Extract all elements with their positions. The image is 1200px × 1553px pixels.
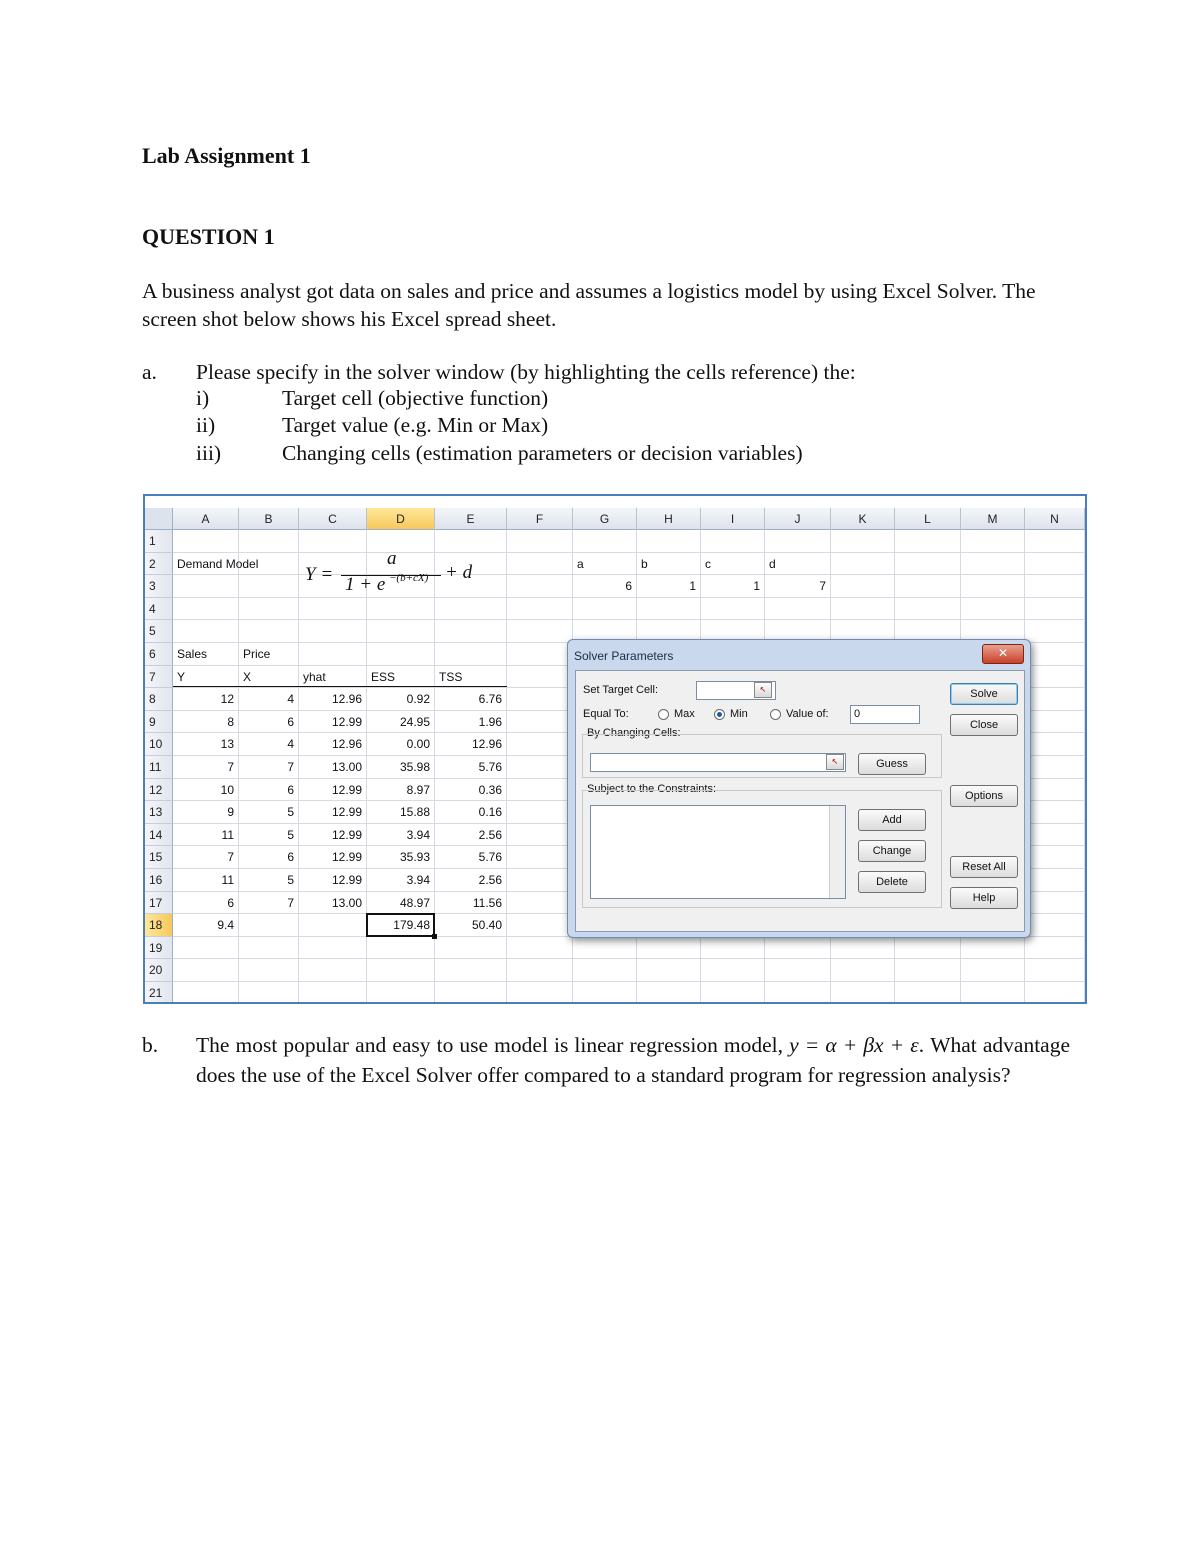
data-cell[interactable]: 6 — [287, 850, 294, 865]
item-text: Target value (e.g. Min or Max) — [282, 413, 549, 437]
row-header-20[interactable]: 20 — [145, 959, 173, 982]
item-number: ii) — [196, 413, 216, 437]
data-cell[interactable]: 5 — [287, 827, 294, 842]
row-header-9[interactable]: 9 — [145, 711, 173, 734]
data-cell[interactable]: 0.36 — [478, 782, 502, 797]
data-cell[interactable]: 12.99 — [331, 850, 362, 865]
column-header-f[interactable]: F — [507, 508, 573, 530]
data-cell[interactable]: 5.76 — [478, 850, 502, 865]
param-label-a[interactable]: a — [577, 556, 584, 571]
row-header-16[interactable]: 16 — [145, 869, 173, 892]
max-label: Max — [674, 708, 695, 720]
part-b-text-after: . What advantage does the use of the Excel Solver offer compared to a standard program for regression analysis? — [196, 1033, 1071, 1087]
data-cell[interactable]: 12.96 — [331, 692, 362, 707]
data-cell[interactable]: 6 — [287, 782, 294, 797]
formula-exponent: −(b+cX) — [389, 572, 429, 584]
solver-parameters-dialog — [567, 639, 1031, 938]
data-cell[interactable]: 5.76 — [478, 760, 502, 774]
column-header-m[interactable]: M — [961, 508, 1025, 530]
param-value-c[interactable]: 1 — [753, 579, 760, 594]
item-text: Changing cells (estimation parameters or decision variables) — [282, 441, 803, 465]
data-cell[interactable]: 13 — [220, 737, 234, 752]
page-title: Lab Assignment 1 — [142, 143, 311, 168]
header-price[interactable]: Price — [243, 647, 271, 661]
item-number: i) — [196, 386, 210, 410]
data-cell[interactable]: 1.96 — [478, 714, 502, 729]
data-cell[interactable]: 11 — [221, 827, 234, 842]
data-cell[interactable]: 48.97 — [399, 895, 430, 910]
selected-cell-d18[interactable] — [366, 913, 435, 937]
data-cell[interactable]: 7 — [287, 895, 294, 910]
header-tss[interactable]: TSS — [439, 669, 463, 684]
data-cell[interactable]: 5 — [287, 805, 294, 820]
column-header-h[interactable]: H — [637, 508, 701, 530]
row-header-10[interactable]: 10 — [145, 733, 173, 756]
min-radio[interactable] — [714, 709, 725, 720]
mean-y-cell[interactable]: 9.4 — [217, 918, 234, 933]
value-of-input[interactable]: 0 — [850, 705, 920, 724]
row-header-21[interactable]: 21 — [145, 982, 173, 1004]
ess-sum-cell[interactable]: 179.48 — [393, 918, 430, 933]
data-cell[interactable]: 9 — [227, 805, 234, 820]
constraints-label: Subject to the Constraints: — [587, 783, 717, 795]
data-cell[interactable]: 12.96 — [331, 737, 362, 752]
row-header-17[interactable]: 17 — [145, 892, 173, 915]
dialog-body — [575, 670, 1025, 932]
part-b-text — [196, 1030, 1070, 1090]
column-header-e[interactable]: E — [435, 508, 507, 530]
data-cell[interactable]: 12.99 — [331, 714, 362, 729]
item-number: iii) — [196, 441, 222, 465]
param-label-d[interactable]: d — [769, 556, 776, 571]
range-picker-icon[interactable]: ↖ — [754, 682, 772, 698]
row-header-6[interactable]: 6 — [145, 643, 173, 666]
data-cell[interactable]: 12.99 — [331, 782, 362, 797]
min-label: Min — [730, 708, 748, 720]
data-cell[interactable]: 11 — [221, 873, 234, 887]
data-cell[interactable]: 35.98 — [399, 760, 430, 774]
row-header-13[interactable]: 13 — [145, 801, 173, 824]
data-cell[interactable]: 7 — [227, 850, 234, 865]
data-cell[interactable]: 7 — [287, 760, 294, 774]
row-header-8[interactable]: 8 — [145, 688, 173, 711]
column-header-k[interactable]: K — [831, 508, 895, 530]
data-cell[interactable]: 8.97 — [406, 782, 430, 797]
grid-line — [173, 958, 1085, 959]
data-cell[interactable]: 2.56 — [478, 827, 502, 842]
data-cell[interactable]: 11.56 — [472, 895, 502, 910]
options-button[interactable]: Options — [950, 785, 1018, 807]
data-cell[interactable]: 6 — [287, 714, 294, 729]
header-sales[interactable]: Sales — [177, 647, 208, 661]
grid-line — [173, 619, 1085, 620]
param-value-b[interactable]: 1 — [689, 579, 696, 594]
max-radio[interactable] — [658, 709, 669, 720]
row-header-19[interactable]: 19 — [145, 937, 173, 960]
formula-plus-d: + d — [445, 562, 473, 583]
data-cell[interactable]: 12.96 — [471, 737, 502, 752]
data-cell[interactable]: 13.00 — [331, 895, 362, 910]
logistic-formula — [305, 546, 495, 606]
excel-screenshot — [143, 494, 1087, 1004]
demand-model-label[interactable]: Demand Model — [177, 556, 259, 571]
row-header-4[interactable]: 4 — [145, 598, 173, 621]
row-header-14[interactable]: 14 — [145, 824, 173, 847]
data-cell[interactable]: 12.99 — [331, 827, 362, 842]
row-header-2[interactable]: 2 — [145, 553, 173, 576]
reset-all-button[interactable]: Reset All — [950, 856, 1018, 878]
data-cell[interactable]: 2.56 — [478, 873, 502, 887]
data-cell[interactable]: 5 — [287, 873, 294, 887]
part-b-label: b. — [142, 1033, 159, 1057]
grid-line — [173, 981, 1085, 982]
question-heading: QUESTION 1 — [142, 224, 275, 249]
close-icon[interactable]: ✕ — [982, 644, 1024, 664]
column-header-n[interactable]: N — [1025, 508, 1085, 530]
data-cell[interactable]: 0.92 — [406, 692, 430, 707]
formula-lhs: Y = — [305, 564, 334, 585]
item-text: Target cell (objective function) — [282, 386, 549, 410]
data-cell[interactable]: 12.99 — [331, 805, 362, 820]
header-ess[interactable]: ESS — [371, 669, 396, 684]
help-button[interactable]: Help — [950, 887, 1018, 909]
param-value-a[interactable]: 6 — [625, 579, 632, 594]
param-label-b[interactable]: b — [641, 556, 648, 571]
value-of-radio[interactable] — [770, 709, 781, 720]
data-cell[interactable]: 12 — [220, 692, 234, 707]
data-cell[interactable]: 0.16 — [478, 805, 502, 820]
row-header-18[interactable]: 18 — [145, 914, 173, 937]
grid-line — [506, 530, 507, 1002]
column-header-g[interactable]: G — [573, 508, 637, 530]
column-header-a[interactable]: A — [173, 508, 239, 530]
data-cell[interactable]: 24.95 — [399, 714, 430, 729]
select-all-corner[interactable] — [145, 508, 173, 530]
row-header-7[interactable]: 7 — [145, 666, 173, 689]
header-y[interactable]: Y — [177, 669, 186, 684]
by-changing-cells-label: By Changing Cells: — [587, 727, 681, 739]
data-cell[interactable]: 12.99 — [331, 873, 362, 887]
data-cell[interactable]: 6.76 — [478, 692, 502, 707]
row-header-15[interactable]: 15 — [145, 846, 173, 869]
row-header-12[interactable]: 12 — [145, 779, 173, 802]
column-header-j[interactable]: J — [765, 508, 831, 530]
part-a-label: a. — [142, 360, 157, 384]
header-yhat[interactable]: yhat — [303, 669, 326, 684]
intro-paragraph: A business analyst got data on sales and price and assumes a logistics model by using Excel Solver. The screen shot below shows his Excel spread sheet. — [142, 279, 1036, 331]
add-button[interactable]: Add — [858, 809, 926, 831]
regression-equation: y = α + βx + ε — [789, 1033, 919, 1057]
data-cell[interactable]: 4 — [287, 692, 294, 707]
row-header-11[interactable]: 11 — [145, 756, 173, 779]
equal-to-label: Equal To: — [583, 708, 629, 720]
part-b-text-before: The most popular and easy to use model is linear regression model, — [196, 1033, 790, 1057]
data-cell[interactable]: 10 — [220, 782, 234, 797]
close-button[interactable]: Close — [950, 714, 1018, 736]
column-header-l[interactable]: L — [895, 508, 961, 530]
header-underline — [173, 686, 507, 687]
data-cell[interactable]: 7 — [227, 760, 234, 774]
dialog-title: Solver Parameters — [574, 649, 674, 663]
range-picker-icon[interactable]: ↖ — [826, 754, 844, 770]
data-cell[interactable]: 8 — [227, 714, 234, 729]
tss-sum-cell[interactable]: 50.40 — [471, 918, 502, 933]
row-header-5[interactable]: 5 — [145, 620, 173, 643]
data-cell[interactable]: 15.88 — [399, 805, 430, 820]
solve-button[interactable]: Solve — [950, 683, 1018, 705]
part-a-text: Please specify in the solver window (by highlighting the cells reference) the: — [196, 360, 856, 384]
param-value-d[interactable]: 7 — [819, 579, 826, 594]
data-cell[interactable]: 0.00 — [406, 737, 430, 752]
formula-numerator: a — [387, 548, 397, 569]
guess-button[interactable]: Guess — [858, 753, 926, 775]
param-label-c[interactable]: c — [705, 556, 711, 571]
grid-line — [1084, 530, 1085, 1002]
scrollbar[interactable] — [829, 806, 845, 898]
data-cell[interactable]: 3.94 — [406, 827, 430, 842]
column-header-c[interactable]: C — [299, 508, 367, 530]
value-of-label: Value of: — [786, 708, 829, 720]
change-button[interactable]: Change — [858, 840, 926, 862]
delete-button[interactable]: Delete — [858, 871, 926, 893]
column-header-i[interactable]: I — [701, 508, 765, 530]
row-header-3[interactable]: 3 — [145, 575, 173, 598]
data-cell[interactable]: 6 — [227, 895, 234, 910]
changing-cells-input[interactable] — [590, 753, 846, 772]
data-cell[interactable]: 3.94 — [406, 873, 430, 887]
set-target-cell-label: Set Target Cell: — [583, 684, 659, 696]
column-header-b[interactable]: B — [239, 508, 299, 530]
formula-denominator: 1 + e — [345, 574, 386, 595]
column-header-d[interactable]: D — [367, 508, 435, 530]
data-cell[interactable]: 13.00 — [331, 760, 362, 774]
data-cell[interactable]: 4 — [287, 737, 294, 752]
row-header-1[interactable]: 1 — [145, 530, 173, 553]
constraints-list[interactable] — [590, 805, 846, 899]
header-x[interactable]: X — [243, 669, 252, 684]
data-cell[interactable]: 35.93 — [399, 850, 430, 865]
